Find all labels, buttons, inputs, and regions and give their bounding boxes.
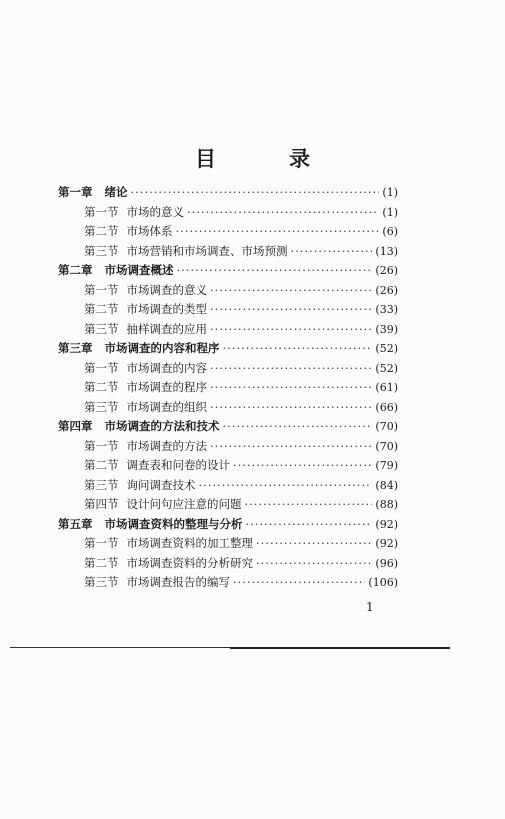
toc-entry-page: (1)	[382, 205, 398, 219]
toc-entry-number: 第二节	[84, 224, 119, 238]
toc-entry-number: 第二节	[84, 555, 119, 570]
toc-entry-title: 抽样调查的应用	[126, 321, 207, 336]
dot-leader	[210, 300, 372, 320]
toc-section-row	[58, 437, 398, 457]
dot-leader	[210, 281, 372, 301]
toc-entry-number: 第三节	[84, 477, 119, 492]
toc-entry-number: 第二章	[58, 263, 93, 277]
toc-chapter-row	[58, 417, 398, 437]
toc-entry-title: 市场的意义	[126, 204, 184, 219]
toc-entry-page: (6)	[382, 225, 398, 238]
toc-entry-page: (84)	[375, 478, 398, 492]
toc-entry-page: (61)	[375, 381, 398, 394]
dot-leader	[246, 515, 373, 535]
toc-entry-title: 市场调查报告的编写	[126, 575, 230, 589]
toc-entry-title: 市场调查的意义	[126, 282, 207, 297]
toc-entry-number: 第一节	[84, 282, 119, 297]
toc-section-row	[58, 398, 398, 418]
toc-section-row	[58, 320, 398, 340]
toc-chapter-row	[58, 339, 398, 359]
toc-entry-number: 第三节	[84, 399, 119, 414]
toc-entry-number: 第一节	[84, 438, 119, 453]
dot-leader	[210, 378, 372, 398]
toc-entry-page: (52)	[375, 361, 398, 375]
toc-entry-title: 市场调查概述	[104, 263, 174, 277]
dot-leader	[210, 320, 372, 340]
toc-entry-page: (70)	[375, 439, 398, 453]
page-number: 1	[366, 600, 374, 614]
toc-section-row	[58, 378, 398, 398]
toc-entry-page: (26)	[375, 264, 398, 277]
toc-section-row	[58, 573, 398, 593]
toc-section-row	[58, 476, 398, 496]
toc-entry-page: (106)	[368, 576, 398, 589]
toc-entry-page: (33)	[375, 303, 398, 316]
toc-section-row	[58, 495, 398, 515]
toc-entry-title: 市场调查的方法和技术	[104, 419, 220, 433]
toc-section-row	[58, 222, 398, 242]
toc-section-row	[58, 300, 398, 320]
dot-leader	[176, 222, 380, 242]
footer-rule-bold	[230, 647, 450, 649]
toc-entry-number: 第四章	[58, 419, 93, 433]
toc-entry-title: 市场调查的内容和程序	[104, 341, 220, 355]
dot-leader	[223, 417, 373, 437]
toc-entry-title: 询问调查技术	[126, 477, 196, 492]
toc-entry-page: (96)	[375, 556, 398, 570]
toc-entry-number: 第一节	[84, 536, 119, 550]
toc-entry-number: 第三节	[84, 575, 119, 589]
dot-leader	[187, 203, 379, 223]
toc-entry-number: 第三章	[58, 341, 93, 355]
dot-leader	[233, 573, 365, 593]
toc-section-row	[58, 242, 398, 262]
toc-entry-title: 市场营销和市场调查、市场预测	[126, 243, 288, 258]
toc-section-row	[58, 203, 398, 223]
toc-entry-page: (70)	[375, 420, 398, 433]
toc-entry-page: (92)	[375, 537, 398, 550]
dot-leader	[131, 183, 380, 203]
toc-entry-page: (52)	[375, 342, 398, 355]
dot-leader	[256, 534, 372, 554]
toc-chapter-row	[58, 183, 398, 203]
toc-entry-number: 第二节	[84, 302, 119, 316]
toc-section-row	[58, 554, 398, 574]
dot-leader	[199, 476, 373, 496]
toc-entry-title: 市场调查的方法	[126, 438, 207, 453]
toc-section-row	[58, 359, 398, 379]
toc-entry-page: (13)	[375, 244, 398, 258]
toc-entry-number: 第四节	[84, 497, 119, 511]
toc-entry-title: 绪论	[104, 185, 128, 199]
toc-section-row	[58, 281, 398, 301]
toc-entry-page: (66)	[375, 400, 398, 414]
toc-section-row	[58, 534, 398, 554]
toc-entry-title: 市场调查的内容	[126, 360, 207, 375]
dot-leader	[245, 495, 373, 515]
toc-entry-number: 第三节	[84, 321, 119, 336]
dot-leader	[291, 242, 373, 262]
toc-section-row	[58, 456, 398, 476]
toc-chapter-row	[58, 261, 398, 281]
toc-entry-page: (26)	[375, 283, 398, 297]
toc-entry-title: 设计问句应注意的问题	[126, 497, 242, 511]
toc-entry-title: 市场调查资料的整理与分析	[104, 516, 243, 531]
dot-leader	[210, 398, 372, 418]
toc-entry-number: 第二节	[84, 380, 119, 394]
toc-entry-title: 调查表和问卷的设计	[126, 458, 230, 472]
toc-entry-title: 市场体系	[126, 224, 173, 238]
toc-entry-page: (39)	[375, 322, 398, 336]
toc-entry-number: 第二节	[84, 458, 119, 472]
toc-entry-page: (92)	[375, 517, 398, 531]
toc-chapter-row	[58, 515, 398, 535]
toc-entry-title: 市场调查资料的加工整理	[126, 536, 253, 550]
toc-entry-number: 第五章	[58, 516, 93, 531]
dot-leader	[233, 456, 372, 476]
dot-leader	[210, 437, 372, 457]
toc-entry-number: 第一章	[58, 185, 93, 199]
toc-entry-number: 第一节	[84, 204, 119, 219]
toc-entry-title: 市场调查的组织	[126, 399, 207, 414]
toc-entry-number: 第三节	[84, 243, 119, 258]
toc-entry-title: 市场调查的程序	[126, 380, 207, 394]
toc-entry-page: (79)	[375, 459, 398, 472]
toc-entry-title: 市场调查资料的分析研究	[126, 555, 253, 570]
dot-leader	[210, 359, 372, 379]
toc-entry-page: (1)	[382, 186, 398, 199]
dot-leader	[223, 339, 373, 359]
dot-leader	[256, 554, 372, 574]
page-title: 目 录	[195, 146, 336, 171]
toc-entry-page: (88)	[375, 498, 398, 511]
table-of-contents	[58, 183, 398, 593]
toc-entry-number: 第一节	[84, 360, 119, 375]
toc-entry-title: 市场调查的类型	[126, 302, 207, 316]
dot-leader	[177, 261, 373, 281]
